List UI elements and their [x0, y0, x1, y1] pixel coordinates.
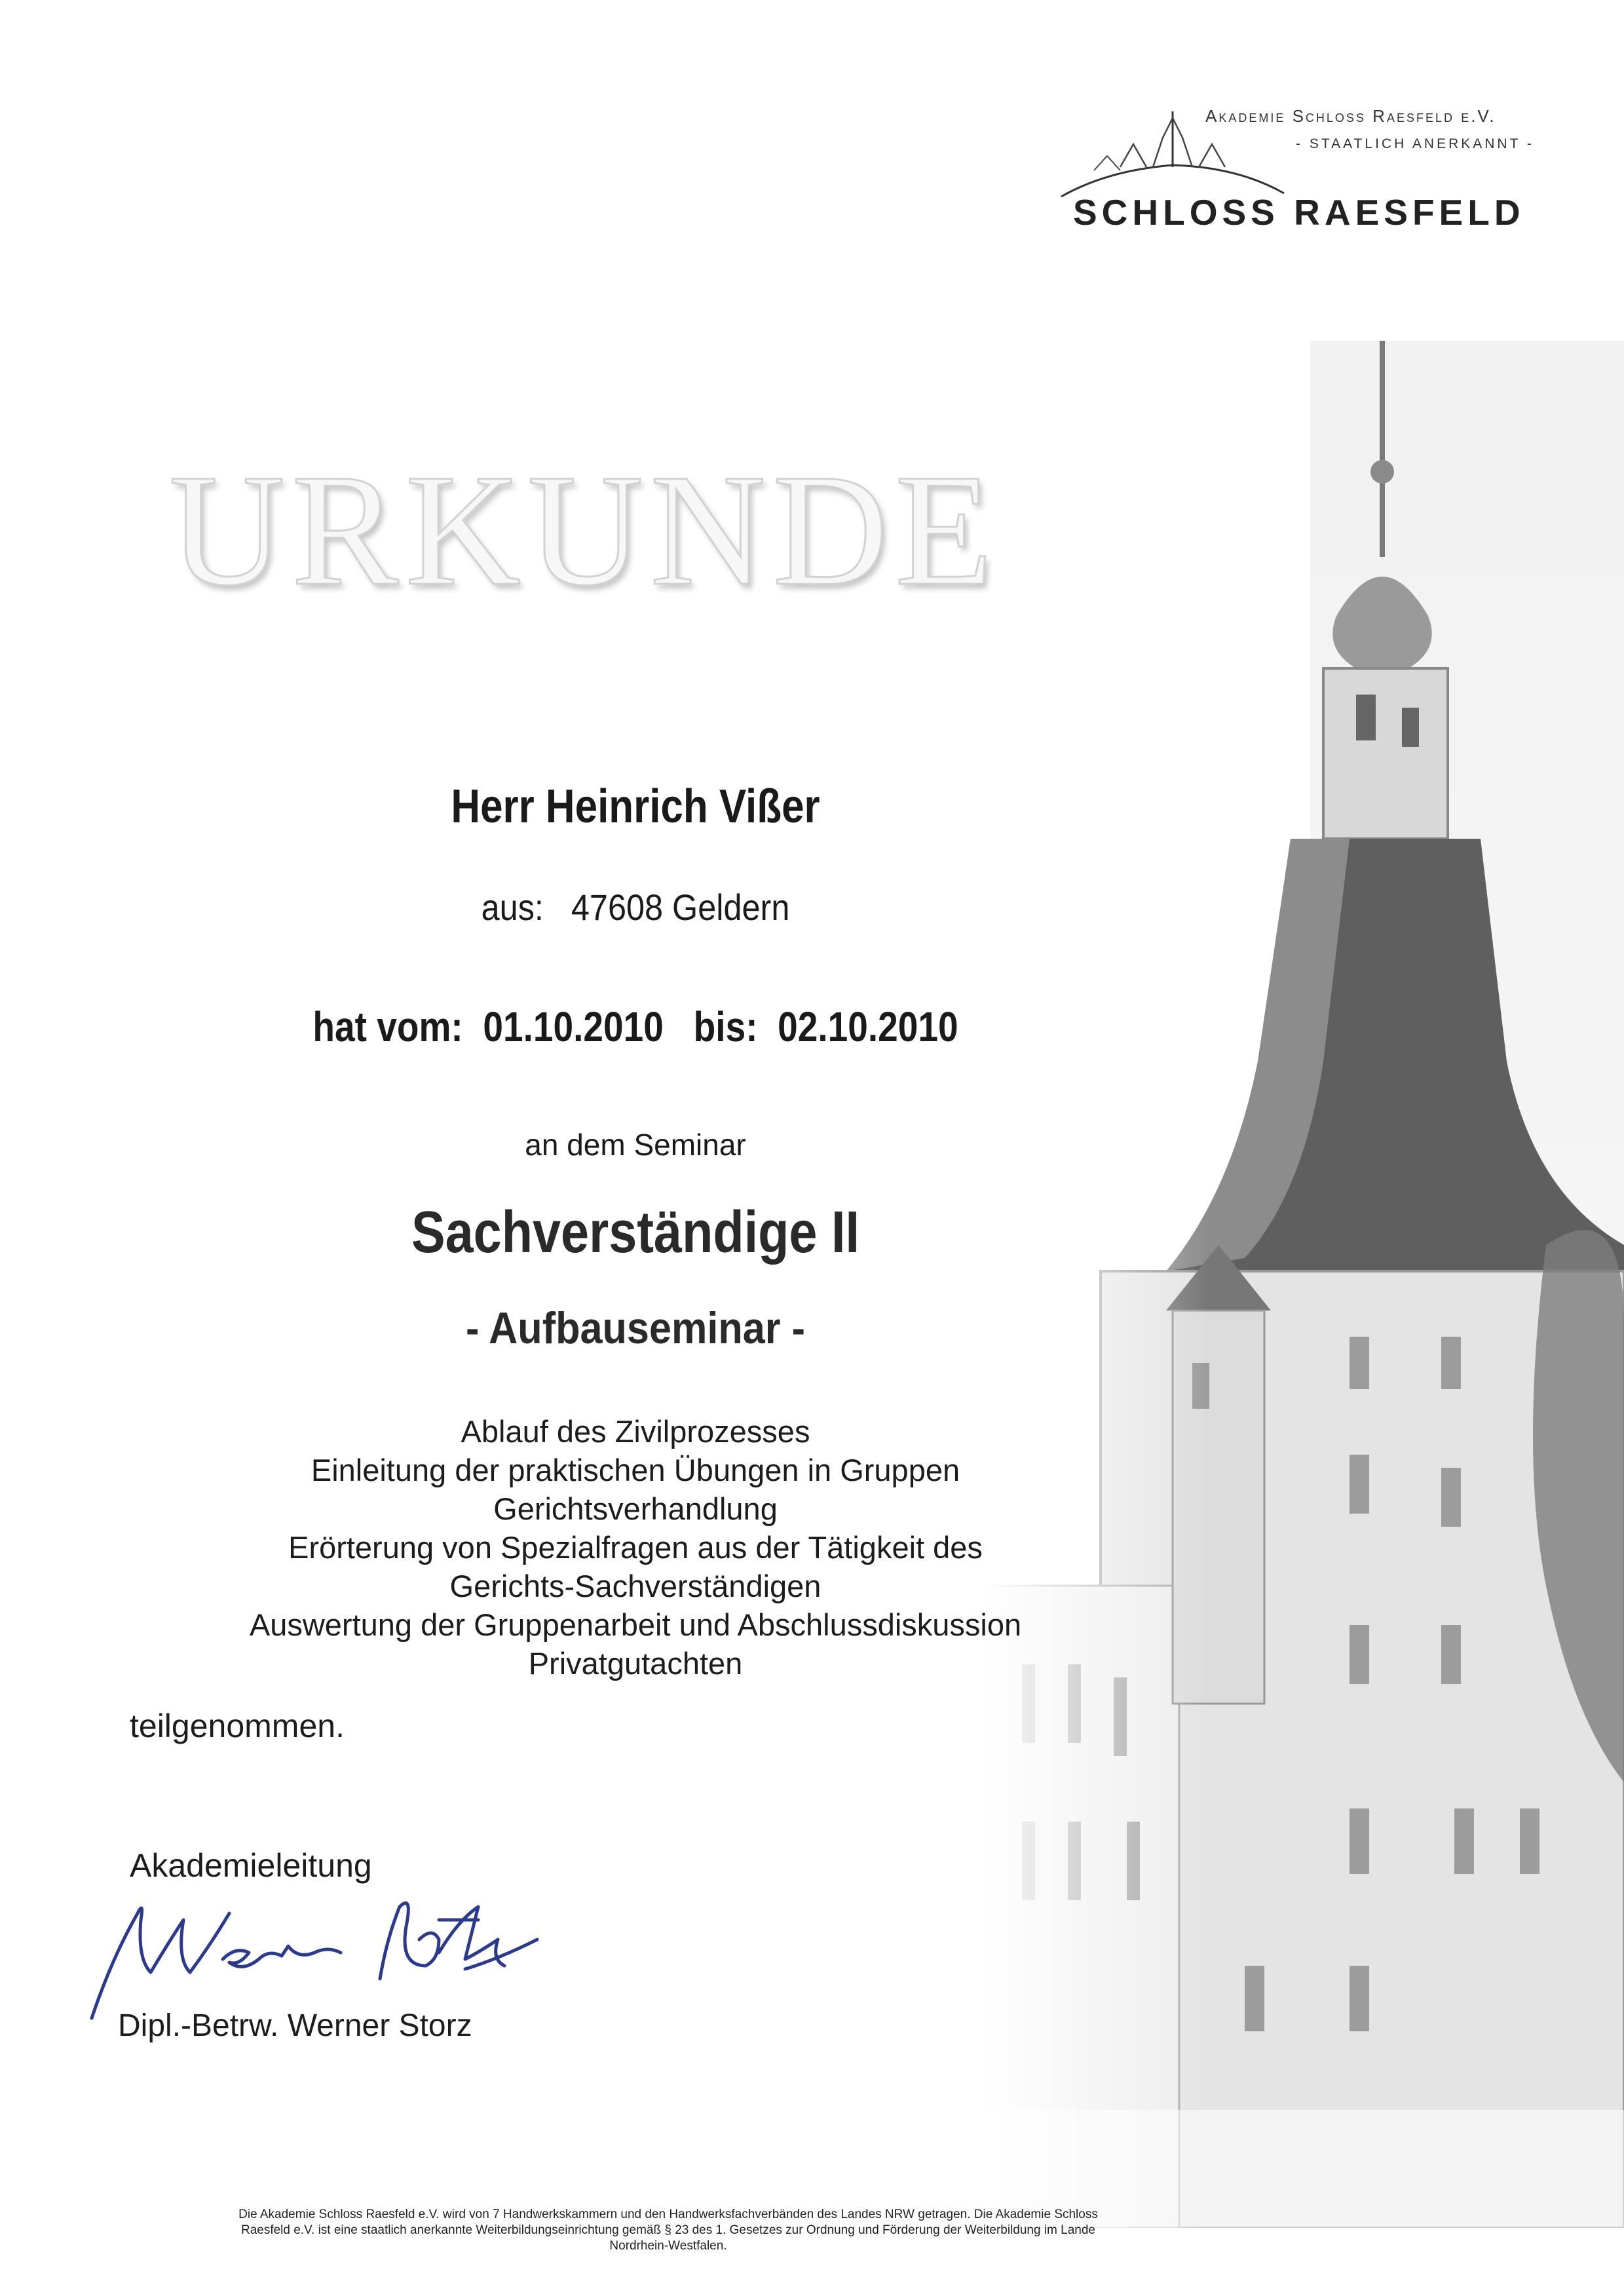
- signatory-name: Dipl.-Betrw. Werner Storz: [118, 2008, 472, 2043]
- topic-item: Gerichtsverhandlung: [493, 1491, 778, 1526]
- topic-item: Gerichts-Sachverständigen: [449, 1569, 821, 1603]
- recipient-name: Herr Heinrich Vißer: [451, 780, 820, 833]
- footer-line: Die Akademie Schloss Raesfeld e.V. wird von 7 Handwerkskammern und den Handwerksfachverbänden des Landes NRW getragen. Die Akademie Schloss: [238, 2208, 1098, 2221]
- seminar-intro: an dem Seminar: [525, 1128, 746, 1162]
- topic-item: Privatgutachten: [528, 1646, 743, 1681]
- topic-list: [0, 1412, 1271, 1683]
- topic-item: Erörterung von Spezialfragen aus der Tätigkeit des: [288, 1530, 983, 1565]
- topic-item: Ablauf des Zivilprozesses: [461, 1414, 810, 1449]
- topic-item: Auswertung der Gruppenarbeit und Abschlussdiskussion: [249, 1607, 1022, 1642]
- footer-note: [92, 2207, 1245, 2254]
- logo-brand: SCHLOSS RAESFELD: [1073, 192, 1525, 233]
- seminar-subtitle: - Aufbauseminar -: [465, 1303, 805, 1353]
- signature-role: Akademieleitung: [130, 1847, 372, 1884]
- logo-recognition: - STAATLICH ANERKANNT -: [1296, 136, 1534, 151]
- certificate-heading: URKUNDE: [169, 441, 1000, 619]
- logo-organization: Akademie Schloss Raesfeld e.V.: [1205, 106, 1496, 126]
- seminar-period: hat vom: 01.10.2010 bis: 02.10.2010: [312, 1003, 958, 1050]
- completion-text: teilgenommen.: [130, 1708, 345, 1744]
- topic-item: Einleitung der praktischen Übungen in Gruppen: [311, 1453, 960, 1487]
- seminar-title: Sachverständige II: [411, 1200, 859, 1265]
- footer-line: Raesfeld e.V. ist eine staatlich anerkannte Weiterbildungseinrichtung gemäß § 23 des 1. Gesetzes zur Ordnung und Förderung der Weiterbildung im Lande: [240, 2223, 1096, 2237]
- castle-tower-image: [983, 341, 1624, 2228]
- recipient-origin: aus: 47608 Geldern: [481, 887, 790, 928]
- footer-line: Nordrhein-Westfalen.: [609, 2239, 727, 2253]
